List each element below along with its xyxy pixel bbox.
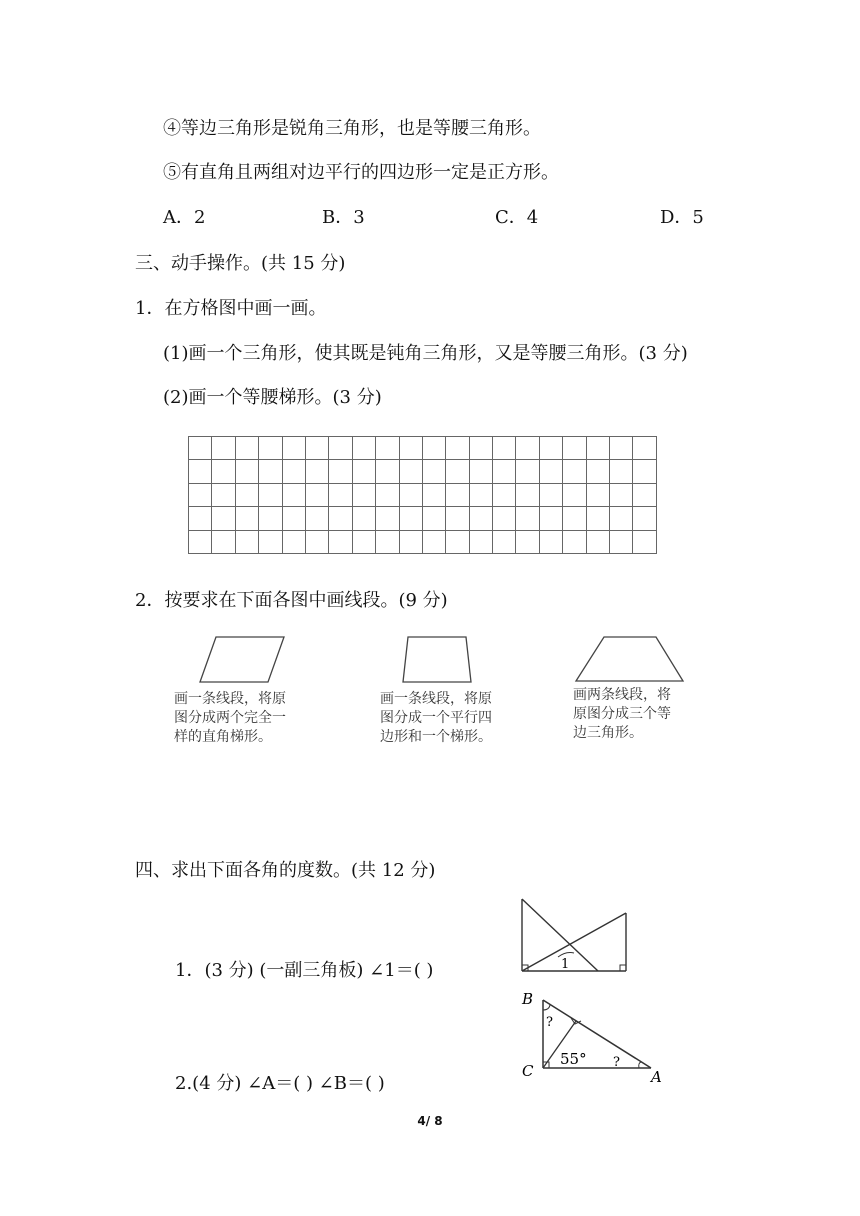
section4-title: 四、求出下面各角的度数。(共 12 分) [135, 860, 436, 881]
grid-cell [376, 507, 399, 530]
grid-cell [259, 437, 282, 460]
grid-cell [493, 530, 516, 553]
grid-cell [586, 437, 609, 460]
grid-cell [469, 460, 492, 483]
page-number: 4/ 8 [417, 1114, 443, 1128]
grid-cell [469, 437, 492, 460]
grid-row [189, 460, 657, 483]
option-a: A．2 [163, 207, 206, 228]
statement-4: ④等边三角形是锐角三角形，也是等腰三角形。 [163, 118, 541, 139]
caption-3-line-2: 原图分成三个等 [573, 706, 671, 722]
grid-cell [633, 530, 656, 553]
section3-title: 三、动手操作。(共 15 分) [135, 253, 346, 274]
grid-row [189, 437, 657, 460]
grid-cell [352, 507, 375, 530]
grid-cell [305, 460, 328, 483]
grid-cell [469, 530, 492, 553]
grid-cell [422, 460, 445, 483]
grid-cell [399, 460, 422, 483]
grid-cell [422, 437, 445, 460]
grid-cell [235, 437, 258, 460]
caption-1-line-2: 图分成两个完全一 [174, 710, 286, 726]
grid-cell [305, 483, 328, 506]
grid-cell [376, 483, 399, 506]
grid-cell [212, 530, 235, 553]
grid-cell [376, 437, 399, 460]
grid-cell [212, 437, 235, 460]
grid-cell [259, 460, 282, 483]
grid-cell [586, 530, 609, 553]
option-d: D．5 [660, 207, 704, 228]
grid-cell [446, 507, 469, 530]
grid-cell [469, 507, 492, 530]
option-b: B．3 [322, 207, 365, 228]
grid-cell [493, 507, 516, 530]
grid-cell [329, 530, 352, 553]
drawing-grid [188, 436, 657, 554]
caption-1 [174, 690, 314, 747]
grid-cell [329, 460, 352, 483]
caption-2-line-1: 画一条线段，将原 [380, 691, 492, 707]
grid-cell [282, 483, 305, 506]
grid-cell [352, 460, 375, 483]
grid-row [189, 530, 657, 553]
grid-cell [235, 460, 258, 483]
section4-question1: 1．(3 分) (一副三角板) ∠1＝( ) [175, 960, 434, 981]
grid-cell [539, 507, 562, 530]
grid-row [189, 483, 657, 506]
grid-cell [399, 507, 422, 530]
grid-cell [610, 530, 633, 553]
grid-cell [539, 437, 562, 460]
grid-cell [446, 483, 469, 506]
caption-2-line-3: 边形和一个梯形。 [380, 729, 492, 745]
grid-cell [539, 530, 562, 553]
grid-cell [376, 460, 399, 483]
grid-cell [235, 507, 258, 530]
grid-cell [563, 437, 586, 460]
grid-cell [212, 483, 235, 506]
grid-cell [446, 437, 469, 460]
grid-cell [189, 483, 212, 506]
grid-row [189, 507, 657, 530]
grid-cell [516, 483, 539, 506]
caption-2 [380, 690, 520, 747]
grid-cell [633, 483, 656, 506]
grid-cell [189, 530, 212, 553]
grid-cell [610, 437, 633, 460]
caption-1-line-1: 画一条线段，将原 [174, 691, 286, 707]
caption-3-line-3: 边三角形。 [573, 725, 643, 741]
grid-cell [399, 483, 422, 506]
grid-cell [259, 530, 282, 553]
grid-cell [235, 483, 258, 506]
grid-cell [422, 507, 445, 530]
grid-cell [282, 530, 305, 553]
section3-question1-part2: (2)画一个等腰梯形。(3 分) [163, 387, 382, 408]
grid-cell [516, 530, 539, 553]
grid-cell [352, 483, 375, 506]
section4-question2: 2.(4 分) ∠A＝( ) ∠B＝( ) [175, 1073, 385, 1094]
grid-cell [516, 507, 539, 530]
section3-question2: 2．按要求在下面各图中画线段。(9 分) [135, 590, 448, 611]
grid-cell [282, 507, 305, 530]
grid-cell [563, 530, 586, 553]
grid-cell [563, 507, 586, 530]
grid-cell [352, 437, 375, 460]
grid-cell [399, 437, 422, 460]
grid-cell [516, 460, 539, 483]
angle-55-label: 55° [560, 1050, 587, 1068]
grid-cell [422, 483, 445, 506]
vertex-b-label: B [522, 990, 534, 1008]
grid-cell [633, 507, 656, 530]
grid-cell [399, 530, 422, 553]
grid-cell [189, 460, 212, 483]
grid-cell [259, 507, 282, 530]
caption-3-line-1: 画两条线段，将 [573, 687, 671, 703]
section3-question1-part1: (1)画一个三角形，使其既是钝角三角形，又是等腰三角形。(3 分) [163, 343, 688, 364]
caption-2-line-2: 图分成一个平行四 [380, 710, 492, 726]
grid-cell [586, 460, 609, 483]
grid-cell [586, 483, 609, 506]
grid-cell [610, 507, 633, 530]
grid-cell [282, 437, 305, 460]
section3-question1: 1．在方格图中画一画。 [135, 298, 327, 319]
caption-1-line-3: 样的直角梯形。 [174, 729, 272, 745]
wide-trapezoid-figure [574, 636, 686, 684]
grid-cell [539, 483, 562, 506]
option-c: C．4 [495, 207, 539, 228]
grid-cell [446, 530, 469, 553]
grid-cell [189, 437, 212, 460]
grid-cell [212, 507, 235, 530]
grid-cell [633, 460, 656, 483]
grid-cell [539, 460, 562, 483]
vertex-c-label: C [522, 1062, 534, 1080]
grid-cell [586, 507, 609, 530]
grid-cell [305, 530, 328, 553]
vertex-a-label: A [651, 1068, 662, 1086]
grid-cell [633, 437, 656, 460]
grid-cell [235, 530, 258, 553]
caption-3 [573, 686, 713, 743]
unknown-angle-b-mark: ? [546, 1015, 553, 1030]
grid-cell [259, 483, 282, 506]
parallelogram-figure [198, 636, 288, 684]
unknown-angle-a-mark: ? [613, 1055, 620, 1070]
grid-cell [446, 460, 469, 483]
grid-cell [422, 530, 445, 553]
right-triangle-figure [518, 986, 678, 1086]
grid-cell [610, 483, 633, 506]
grid-cell [493, 460, 516, 483]
grid-cell [329, 437, 352, 460]
grid-cell [469, 483, 492, 506]
grid-cell [493, 437, 516, 460]
angle-1-label: 1 [561, 957, 570, 972]
grid-cell [189, 507, 212, 530]
grid-cell [282, 460, 305, 483]
grid-cell [563, 460, 586, 483]
grid-cell [212, 460, 235, 483]
grid-cell [376, 530, 399, 553]
grid-cell [305, 437, 328, 460]
grid-cell [305, 507, 328, 530]
trapezoid-figure [400, 636, 474, 684]
grid-cell [329, 483, 352, 506]
grid-cell [329, 507, 352, 530]
grid-cell [493, 483, 516, 506]
set-square-figure [518, 896, 630, 976]
grid-cell [563, 483, 586, 506]
grid-cell [610, 460, 633, 483]
grid-cell [352, 530, 375, 553]
statement-5: ⑤有直角且两组对边平行的四边形一定是正方形。 [163, 162, 559, 183]
grid-cell [516, 437, 539, 460]
